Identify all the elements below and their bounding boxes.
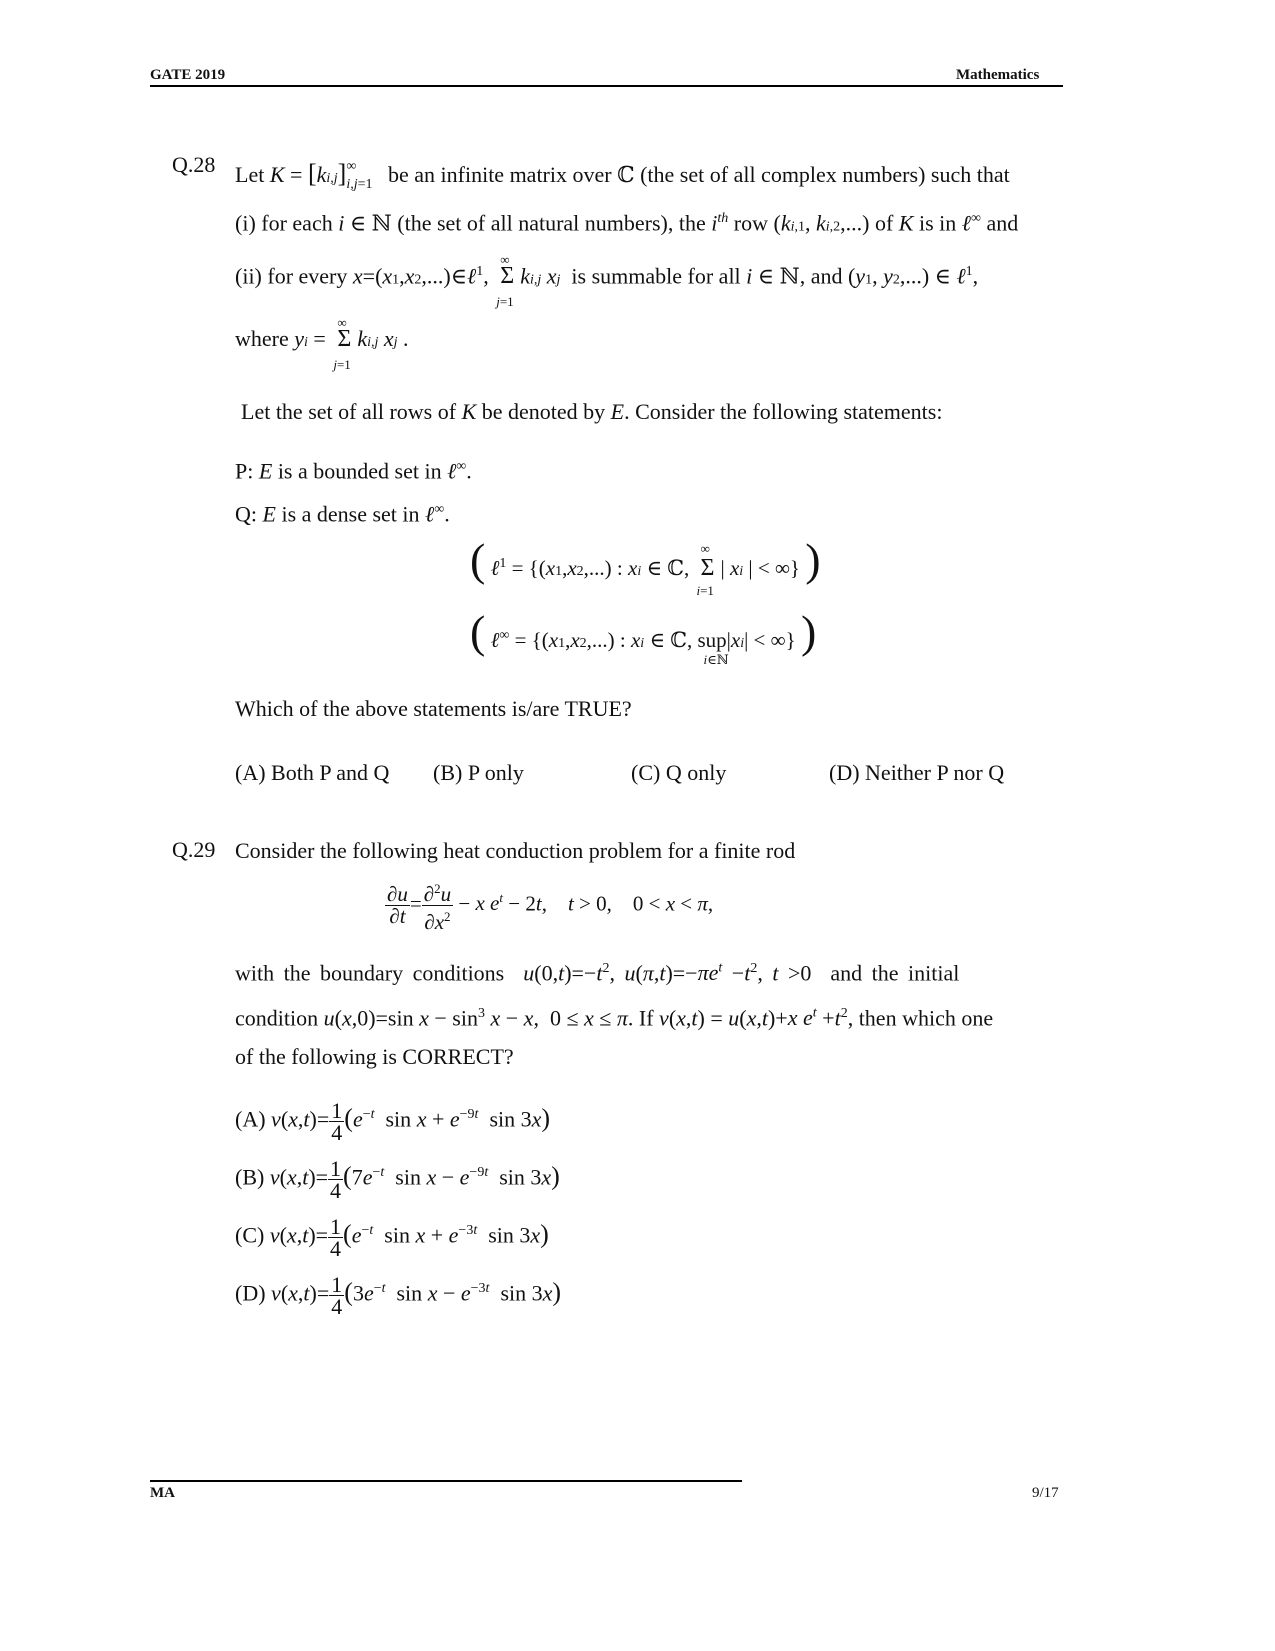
- q28-line2: (i) for each i ∈ ℕ (the set of all natural numbers), the $i^{th}$ row (ki,1, ki,2,...) of K is in ℓ∞ and: [235, 210, 1019, 236]
- q29-initial: condition u(x,0)=sin $x - \sin^3 x - x$, 0 ≤ x ≤ π. If v(x,t) = u(x,t)+x $e^t +t^2$, then which one: [235, 1005, 994, 1031]
- q28-option-a[interactable]: (A) Both P and Q: [235, 760, 390, 785]
- q28-option-c[interactable]: (C) Q only: [631, 760, 727, 785]
- q28-number: Q.28: [172, 152, 216, 177]
- q28-intro: be an infinite matrix over ℂ (the set of all complex numbers) such that: [388, 162, 1010, 187]
- header-right: Mathematics: [956, 67, 1040, 83]
- header-rule: [150, 85, 1063, 87]
- q29-number: Q.29: [172, 837, 216, 862]
- q29-boundary: with the boundary conditions $u(0,t)=-t^2$, $u(\pi,t)=-\pi e^t -t^2$, t >0 and the initial: [235, 960, 960, 986]
- q28-rows-sentence: Let the set of all rows of K be denoted by E. Consider the following statements:: [241, 399, 943, 424]
- q28-statement-q: Q: E is a dense set in ℓ∞.: [235, 501, 450, 527]
- footer-page-number: 9/17: [1032, 1485, 1059, 1501]
- q29-option-a[interactable]: (A) v(x,t)= $\frac{1}{4}$ ($e^{-t}$ $\sin x + e^{-9t}$ sin 3x): [235, 1098, 551, 1145]
- footer-rule: [150, 1480, 742, 1482]
- q29-option-c[interactable]: (C) v(x,t)= $\frac{1}{4}$ ($e^{-t}$ $\sin x + e^{-3t}$ sin 3x): [235, 1214, 549, 1261]
- q28-line4: where yi = ∞ Σ j=1 ki,j xj .: [235, 315, 409, 372]
- q29-option-d[interactable]: (D) v(x,t)= $\frac{1}{4}$ ($3e^{-t}$ $\sin x - e^{-3t}$ sin 3x): [235, 1272, 562, 1319]
- q28-option-b[interactable]: (B) P only: [433, 760, 524, 785]
- q29-option-b[interactable]: (B) v(x,t)= $\frac{1}{4}$ ($7e^{-t}$ $\sin x - e^{-9t}$ sin 3x): [235, 1156, 560, 1203]
- q28-option-d[interactable]: (D) Neither P nor Q: [829, 760, 1005, 785]
- q29-pde: $\frac{\partial u}{\partial t}$ = $\frac{\partial^2u}{\partial x^2}$ − x $e^t - 2t$, t > 0, 0 < x < π,: [385, 878, 713, 933]
- q28-line3: (ii) for every x=(x1,x2,...)∈ℓ$^1$, ∞ Σ j=1 ki,j xj is summable for all i ∈ ℕ, and (y1, y2,...) ∈ ℓ$^1$,: [235, 252, 979, 310]
- q28-line1: Let $K = [ki,j]^\infty_{i,j=1}$ be an infinite matrix over ℂ (the set of all complex numbers) such that: [235, 159, 1010, 192]
- header-left: GATE 2019: [150, 67, 226, 83]
- q29-intro: Consider the following heat conduction problem for a finite rod: [235, 838, 796, 863]
- q29-question: of the following is CORRECT?: [235, 1044, 514, 1069]
- footer-left: MA: [150, 1485, 175, 1501]
- q28-def-l1: ( ℓ$^1$ = {(x1,x2,...) : xi ∈ ℂ, ∞ Σ i=1 | xi | < ∞} ): [470, 534, 821, 598]
- q28-question: Which of the above statements is/are TRUE?: [235, 696, 632, 721]
- q28-def-linf: ( ℓ∞ = {(x1,x2,...) : xi ∈ ℂ, sup i∈ℕ |xi| < ∞} ): [470, 606, 817, 667]
- q28-statement-p: P: E is a bounded set in ℓ∞.: [235, 458, 472, 484]
